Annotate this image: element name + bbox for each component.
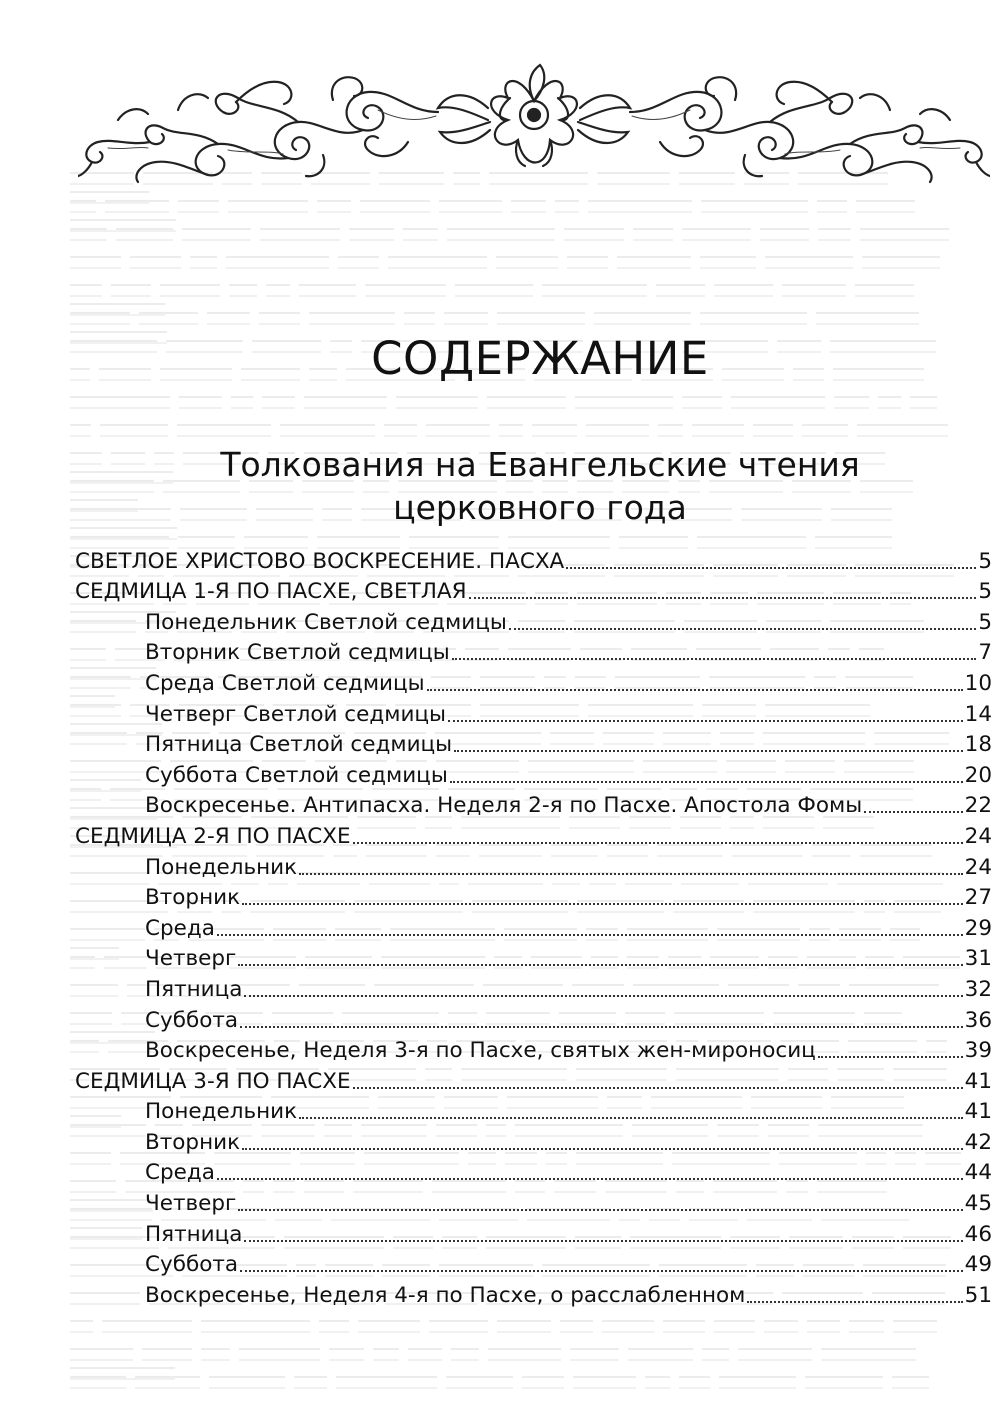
toc-entry-label: Пятница	[145, 1221, 243, 1247]
toc-page-number: 29	[964, 915, 992, 941]
dot-leader	[217, 934, 963, 936]
ghost-line	[70, 198, 970, 220]
ghost-line	[70, 226, 970, 248]
toc-page-number: 51	[964, 1282, 992, 1308]
toc-entry-label: Среда	[145, 915, 215, 941]
dot-leader	[452, 658, 977, 660]
dot-leader	[217, 1178, 963, 1180]
toc-page-number: 31	[964, 946, 992, 972]
toc-page-number: 41	[964, 1068, 992, 1094]
toc-entry-label: Вторник Светлой седмицы	[145, 640, 450, 666]
dot-leader	[818, 1056, 963, 1058]
dot-leader	[299, 873, 963, 875]
toc-page-number: 41	[964, 1099, 992, 1125]
toc-entry-label: Четверг	[145, 1191, 237, 1217]
toc-entry-label: Воскресенье. Антипасха. Неделя 2-я по Пасхе. Апостола Фомы	[145, 793, 863, 819]
dot-leader	[864, 811, 962, 813]
ghost-line	[70, 282, 970, 304]
toc-entry-myrrhbearers[interactable]	[75, 1033, 992, 1064]
toc-page-number: 27	[964, 885, 992, 911]
toc-page-number: 39	[964, 1038, 992, 1064]
toc-entry-label: Вторник	[145, 885, 241, 911]
section-subtitle	[40, 443, 1000, 529]
toc-page-number: 5	[978, 579, 992, 605]
toc-entry-thursday-bright[interactable]	[75, 696, 992, 727]
toc-entry-label: Понедельник	[145, 854, 298, 880]
toc-entry-tuesday-w2[interactable]	[75, 880, 992, 911]
toc-page-number: 32	[964, 976, 992, 1002]
dot-leader	[469, 597, 977, 599]
toc-page-number: 24	[964, 823, 992, 849]
toc-entry-friday-w3[interactable]	[75, 1216, 992, 1247]
toc-entry-friday-bright[interactable]	[75, 727, 992, 758]
toc-entry-label: СЕДМИЦА 1-Я ПО ПАСХЕ, СВЕТЛАЯ	[75, 579, 467, 605]
toc-page-number: 20	[964, 762, 992, 788]
toc-page-number: 14	[964, 701, 992, 727]
ghost-line	[70, 310, 970, 332]
toc-page-number: 5	[978, 548, 992, 574]
toc-page-number: 46	[964, 1221, 992, 1247]
ghost-line	[70, 1318, 970, 1340]
dot-leader	[240, 1026, 963, 1028]
toc-page-number: 22	[964, 793, 992, 819]
toc-entry-label: Воскресенье, Неделя 3-я по Пасхе, святых жен-мироносиц	[145, 1038, 816, 1064]
toc-entry-label: Четверг Светлой седмицы	[145, 701, 447, 727]
subtitle-line-2: церковного года	[393, 488, 687, 527]
page-title: СОДЕРЖАНИЕ	[371, 332, 709, 385]
floral-ornament-header	[78, 50, 990, 185]
toc-entry-saturday-bright[interactable]	[75, 757, 992, 788]
dot-leader	[454, 750, 962, 752]
toc-entry-label: Понедельник	[145, 1099, 298, 1125]
toc-entry-wednesday-w2[interactable]	[75, 910, 992, 941]
dot-leader	[240, 1270, 963, 1272]
toc-entry-thursday-w3[interactable]	[75, 1185, 992, 1216]
toc-entry-week-3[interactable]	[75, 1063, 992, 1094]
toc-entry-saturday-w3[interactable]	[75, 1247, 992, 1278]
toc-entry-pascha[interactable]	[75, 543, 992, 574]
toc-page-number: 24	[964, 854, 992, 880]
ghost-line	[70, 1346, 970, 1368]
ghost-line	[70, 394, 970, 416]
toc-entry-label: Суббота	[145, 1252, 239, 1278]
dot-leader	[353, 842, 963, 844]
toc-entry-label: СЕДМИЦА 2-Я ПО ПАСХЕ	[75, 823, 351, 849]
table-of-contents	[75, 543, 992, 1308]
toc-page-number: 18	[964, 732, 992, 758]
dot-leader	[353, 1087, 963, 1089]
dot-leader	[747, 1301, 962, 1303]
toc-entry-wednesday-bright[interactable]	[75, 665, 992, 696]
toc-page-number: 42	[964, 1129, 992, 1155]
toc-entry-tuesday-bright[interactable]	[75, 635, 992, 666]
toc-entry-label: Вторник	[145, 1129, 241, 1155]
toc-page-number: 7	[978, 640, 992, 666]
dot-leader	[242, 1148, 963, 1150]
toc-entry-label: Суббота	[145, 1007, 239, 1033]
dot-leader	[509, 628, 976, 630]
toc-entry-wednesday-w3[interactable]	[75, 1155, 992, 1186]
ghost-line	[70, 254, 970, 276]
subtitle-line-1: Толкования на Евангельские чтения	[220, 445, 860, 484]
toc-entry-week-2[interactable]	[75, 818, 992, 849]
toc-entry-friday-w2[interactable]	[75, 971, 992, 1002]
toc-page-number: 5	[978, 609, 992, 635]
toc-entry-monday-bright[interactable]	[75, 604, 992, 635]
toc-entry-label: СЕДМИЦА 3-Я ПО ПАСХЕ	[75, 1068, 351, 1094]
toc-entry-saturday-w2[interactable]	[75, 1002, 992, 1033]
toc-entry-thursday-w2[interactable]	[75, 941, 992, 972]
toc-entry-label: Четверг	[145, 946, 237, 972]
dot-leader	[242, 903, 963, 905]
toc-page-number: 44	[964, 1160, 992, 1186]
toc-page-number: 45	[964, 1191, 992, 1217]
toc-entry-label: Понедельник Светлой седмицы	[145, 609, 507, 635]
toc-entry-label: Воскресенье, Неделя 4-я по Пасхе, о расслабленном	[145, 1282, 746, 1308]
dot-leader	[238, 1209, 962, 1211]
toc-entry-tuesday-w3[interactable]	[75, 1124, 992, 1155]
dot-leader	[244, 1240, 962, 1242]
dot-leader	[427, 689, 963, 691]
toc-entry-monday-w2[interactable]	[75, 849, 992, 880]
dot-leader	[244, 995, 962, 997]
dot-leader	[448, 720, 963, 722]
toc-entry-label: Среда Светлой седмицы	[145, 670, 425, 696]
toc-page-number: 49	[964, 1252, 992, 1278]
toc-entry-label: Среда	[145, 1160, 215, 1186]
ghost-line	[70, 422, 970, 444]
toc-entry-label: СВЕТЛОЕ ХРИСТОВО ВОСКРЕСЕНИЕ. ПАСХА	[75, 548, 565, 574]
dot-leader	[299, 1117, 963, 1119]
ghost-line	[70, 1374, 970, 1396]
toc-entry-monday-w3[interactable]	[75, 1094, 992, 1125]
dot-leader	[450, 781, 963, 783]
toc-entry-week-1[interactable]	[75, 574, 992, 605]
toc-entry-label: Суббота Светлой седмицы	[145, 762, 448, 788]
toc-page-number: 10	[964, 670, 992, 696]
toc-entry-antipascha[interactable]	[75, 788, 992, 819]
toc-page-number: 36	[964, 1007, 992, 1033]
dot-leader	[566, 567, 976, 569]
dot-leader	[238, 964, 962, 966]
toc-entry-label: Пятница Светлой седмицы	[145, 732, 453, 758]
toc-entry-paralytic[interactable]	[75, 1277, 992, 1308]
toc-entry-label: Пятница	[145, 976, 243, 1002]
